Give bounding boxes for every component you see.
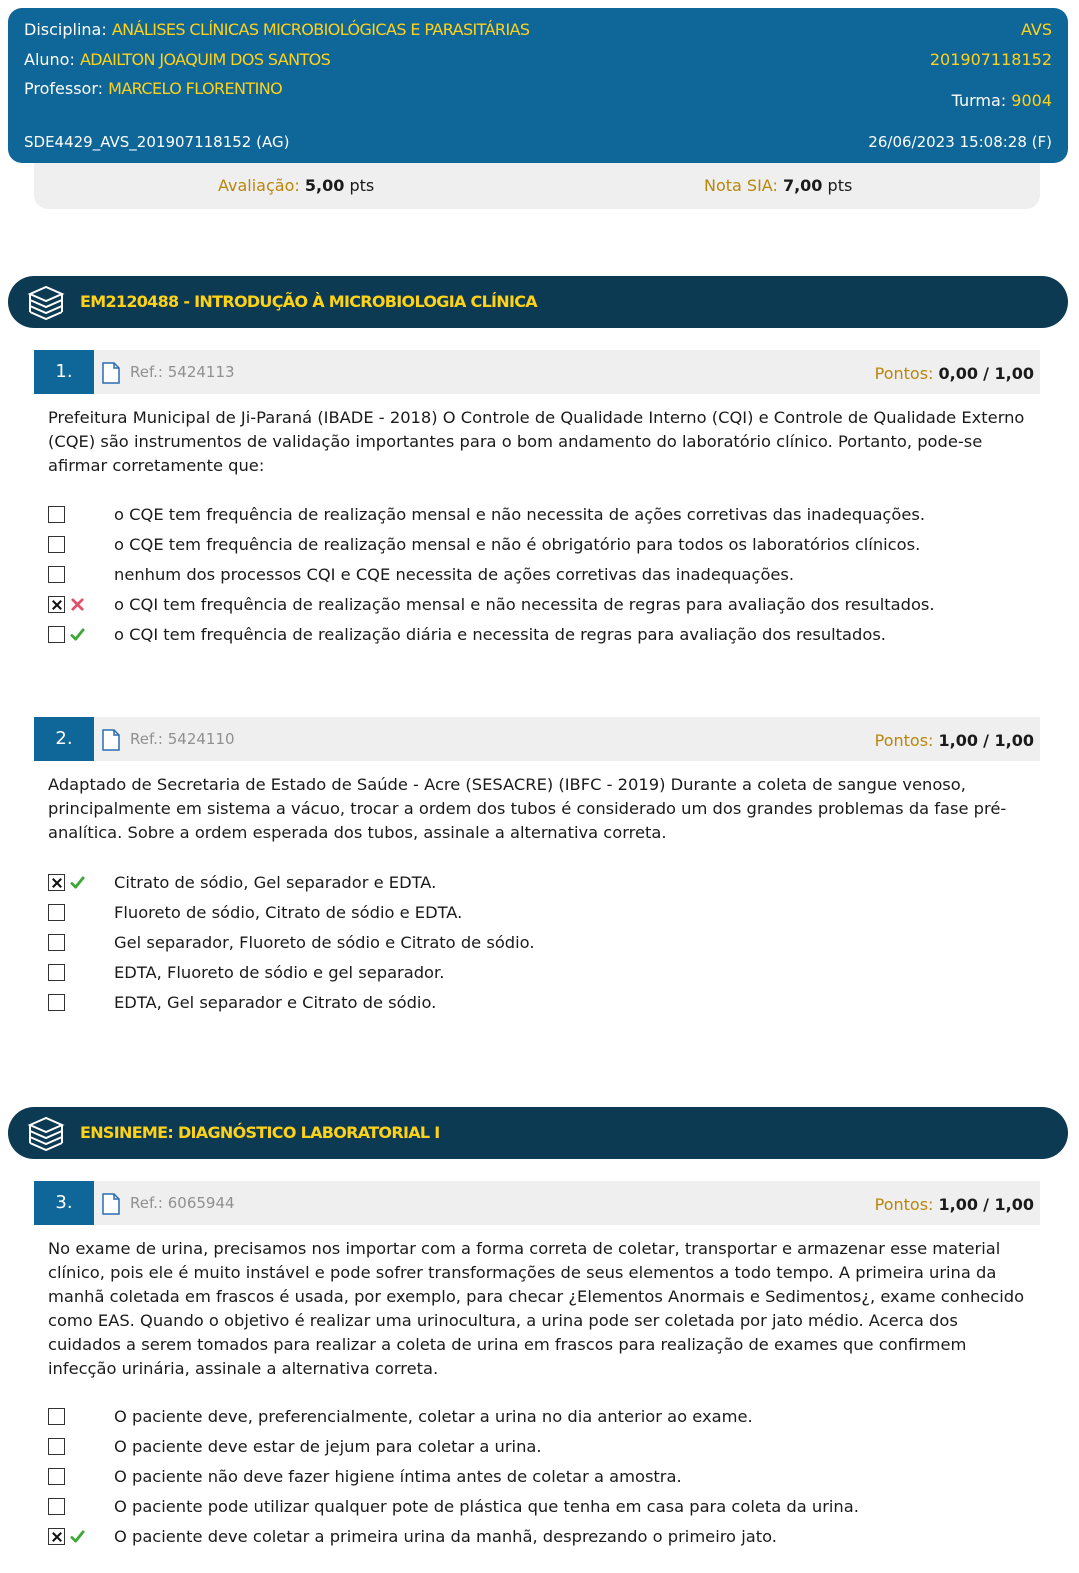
document-icon: [102, 729, 120, 751]
check-icon: [70, 875, 85, 890]
checked-checkbox[interactable]: [48, 596, 65, 613]
check-icon: [70, 627, 85, 642]
checkbox[interactable]: [48, 1438, 65, 1455]
avaliacao-unit: pts: [349, 176, 375, 195]
aluno-value: ADAILTON JOAQUIM DOS SANTOS: [79, 50, 331, 69]
checkbox[interactable]: [48, 1408, 65, 1425]
answer-option[interactable]: [48, 1527, 1038, 1553]
option-text: o CQE tem frequência de realização mensal e não é obrigatório para todos os laboratórios clínicos.: [114, 535, 921, 554]
nota-sia-label: Nota SIA:: [704, 176, 778, 195]
checked-checkbox[interactable]: [48, 874, 65, 891]
checkbox[interactable]: [48, 904, 65, 921]
disciplina-value: ANÁLISES CLÍNICAS MICROBIOLÓGICAS E PARASITÁRIAS: [111, 20, 530, 39]
points-value: 0,00: [938, 364, 979, 383]
answer-option[interactable]: [48, 963, 1038, 989]
books-icon: [26, 284, 66, 320]
checkbox[interactable]: [48, 626, 65, 643]
option-text: O paciente pode utilizar qualquer pote de plástica que tenha em casa para coleta da urina.: [114, 1497, 859, 1516]
question-text: Adaptado de Secretaria de Estado de Saúde - Acre (SESACRE) (IBFC - 2019) Durante a coleta de sangue venoso, principalmente em sistema a vácuo, trocar a ordem dos tubos é considerado um dos grandes problemas da fase pré-analítica. Sobre a ordem esperada dos tubos, assinale a alternativa correta.: [48, 775, 1007, 842]
exam-code: SDE4429_AVS_201907118152 (AG): [24, 133, 290, 151]
question-number: 1.: [34, 350, 94, 394]
option-text: o CQI tem frequência de realização mensal e não necessita de regras para avaliação dos resultados.: [114, 595, 935, 614]
disciplina-label: Disciplina:: [24, 20, 107, 39]
document-icon: [102, 362, 120, 384]
checkbox[interactable]: [48, 506, 65, 523]
checkbox[interactable]: [48, 934, 65, 951]
points-max: / 1,00: [983, 731, 1034, 750]
question-header-2: [34, 717, 1040, 761]
answer-option[interactable]: [48, 1497, 1038, 1523]
checkbox[interactable]: [48, 566, 65, 583]
question-text: No exame de urina, precisamos nos importar com a forma correta de coletar, transportar e armazenar esse material clínico, pois ele é muito instável e pode sofrer transformações de seus elementos a todo tempo. A primeira urina da manhã coletada em frascos é usada, por exemplo, para checar ¿Elementos Anormais e Sedimentos¿, exame conhecido como EAS. Quando o objetivo é realizar uma urinocultura, a urina pode ser coletada por jato médio. Acerca dos cuidados a serem tomados para realizar a coleta de urina em frascos para realização de exames que confirmem infecção urinária, assinale a alternativa correta.: [48, 1239, 1025, 1378]
answer-option[interactable]: [48, 505, 1038, 531]
points-value: 1,00: [938, 1195, 979, 1214]
points-max: / 1,00: [983, 1195, 1034, 1214]
professor-value: MARCELO FLORENTINO: [108, 79, 283, 98]
checked-checkbox[interactable]: [48, 1528, 65, 1545]
question-ref: Ref.: 5424110: [130, 730, 235, 748]
option-text: O paciente deve estar de jejum para coletar a urina.: [114, 1437, 542, 1456]
checkbox[interactable]: [48, 1498, 65, 1515]
points-label: Pontos:: [874, 364, 934, 383]
answer-option[interactable]: [48, 535, 1038, 561]
document-icon: [102, 1193, 120, 1215]
answer-option[interactable]: [48, 873, 1038, 899]
exam-header: [8, 8, 1068, 163]
avaliacao-score: [218, 176, 374, 195]
answer-option[interactable]: [48, 1437, 1038, 1463]
aluno-row: [24, 50, 330, 69]
points-value: 1,00: [938, 731, 979, 750]
answer-option[interactable]: [48, 625, 1038, 651]
avaliacao-label: Avaliação:: [218, 176, 300, 195]
option-text: nenhum dos processos CQI e CQE necessita de ações corretivas das inadequações.: [114, 565, 795, 584]
section-title: EM2120488 - INTRODUÇÃO À MICROBIOLOGIA CLÍNICA: [80, 292, 537, 311]
turma-value: 9004: [1011, 91, 1052, 110]
question-number: 2.: [34, 717, 94, 761]
question-header-3: [34, 1181, 1040, 1225]
checkbox[interactable]: [48, 964, 65, 981]
aluno-label: Aluno:: [24, 50, 75, 69]
answer-option[interactable]: [48, 1407, 1038, 1433]
option-text: Citrato de sódio, Gel separador e EDTA.: [114, 873, 437, 892]
points-max: / 1,00: [983, 364, 1034, 383]
wrong-x-icon: [70, 597, 85, 612]
question-points: [875, 1195, 1034, 1214]
answer-option[interactable]: [48, 565, 1038, 591]
score-bar: [34, 163, 1040, 209]
option-text: o CQE tem frequência de realização mensal e não necessita de ações corretivas das inadequações.: [114, 505, 926, 524]
question-ref: Ref.: 6065944: [130, 1194, 235, 1212]
question-points: [875, 731, 1034, 750]
question-ref: Ref.: 5424113: [130, 363, 235, 381]
professor-label: Professor:: [24, 79, 104, 98]
exam-type: AVS: [1020, 20, 1052, 39]
check-icon: [70, 1529, 85, 1544]
question-points: [875, 364, 1034, 383]
option-text: O paciente deve coletar a primeira urina da manhã, desprezando o primeiro jato.: [114, 1527, 777, 1546]
option-text: EDTA, Fluoreto de sódio e gel separador.: [114, 963, 445, 982]
section-header-1: [8, 276, 1068, 328]
answer-option[interactable]: [48, 903, 1038, 929]
answer-option[interactable]: [48, 1467, 1038, 1493]
nota-sia-score: [704, 176, 852, 195]
option-text: O paciente não deve fazer higiene íntima antes de coletar a amostra.: [114, 1467, 682, 1486]
checkbox[interactable]: [48, 536, 65, 553]
option-text: Fluoreto de sódio, Citrato de sódio e EDTA.: [114, 903, 463, 922]
section-header-2: [8, 1107, 1068, 1159]
books-icon: [26, 1115, 66, 1151]
answer-option[interactable]: [48, 933, 1038, 959]
turma-row: [952, 91, 1052, 110]
answer-option[interactable]: [48, 993, 1038, 1019]
points-label: Pontos:: [874, 1195, 934, 1214]
avaliacao-value: 5,00: [304, 176, 345, 195]
option-text: Gel separador, Fluoreto de sódio e Citrato de sódio.: [114, 933, 535, 952]
answer-option[interactable]: [48, 595, 1038, 621]
nota-sia-unit: pts: [827, 176, 853, 195]
professor-row: [24, 79, 282, 98]
checkbox[interactable]: [48, 1468, 65, 1485]
option-text: O paciente deve, preferencialmente, coletar a urina no dia anterior ao exame.: [114, 1407, 753, 1426]
nota-sia-value: 7,00: [782, 176, 823, 195]
question-header-1: [34, 350, 1040, 394]
checkbox[interactable]: [48, 994, 65, 1011]
turma-label: Turma:: [951, 91, 1007, 110]
section-title: ENSINEME: DIAGNÓSTICO LABORATORIAL I: [80, 1123, 440, 1142]
points-label: Pontos:: [874, 731, 934, 750]
disciplina-row: [24, 20, 529, 39]
option-text: o CQI tem frequência de realização diária e necessita de regras para avaliação dos resultados.: [114, 625, 886, 644]
matricula: 201907118152: [929, 50, 1052, 69]
exam-datetime: 26/06/2023 15:08:28 (F): [868, 133, 1052, 151]
option-text: EDTA, Gel separador e Citrato de sódio.: [114, 993, 437, 1012]
question-number: 3.: [34, 1181, 94, 1225]
question-text: Prefeitura Municipal de Ji-Paraná (IBADE - 2018) O Controle de Qualidade Interno (CQI) e Controle de Qualidade Externo (CQE) são instrumentos de validação importantes para o bom andamento do laboratório clínico. Portanto, pode-se afirmar corretamente que:: [48, 408, 1025, 475]
